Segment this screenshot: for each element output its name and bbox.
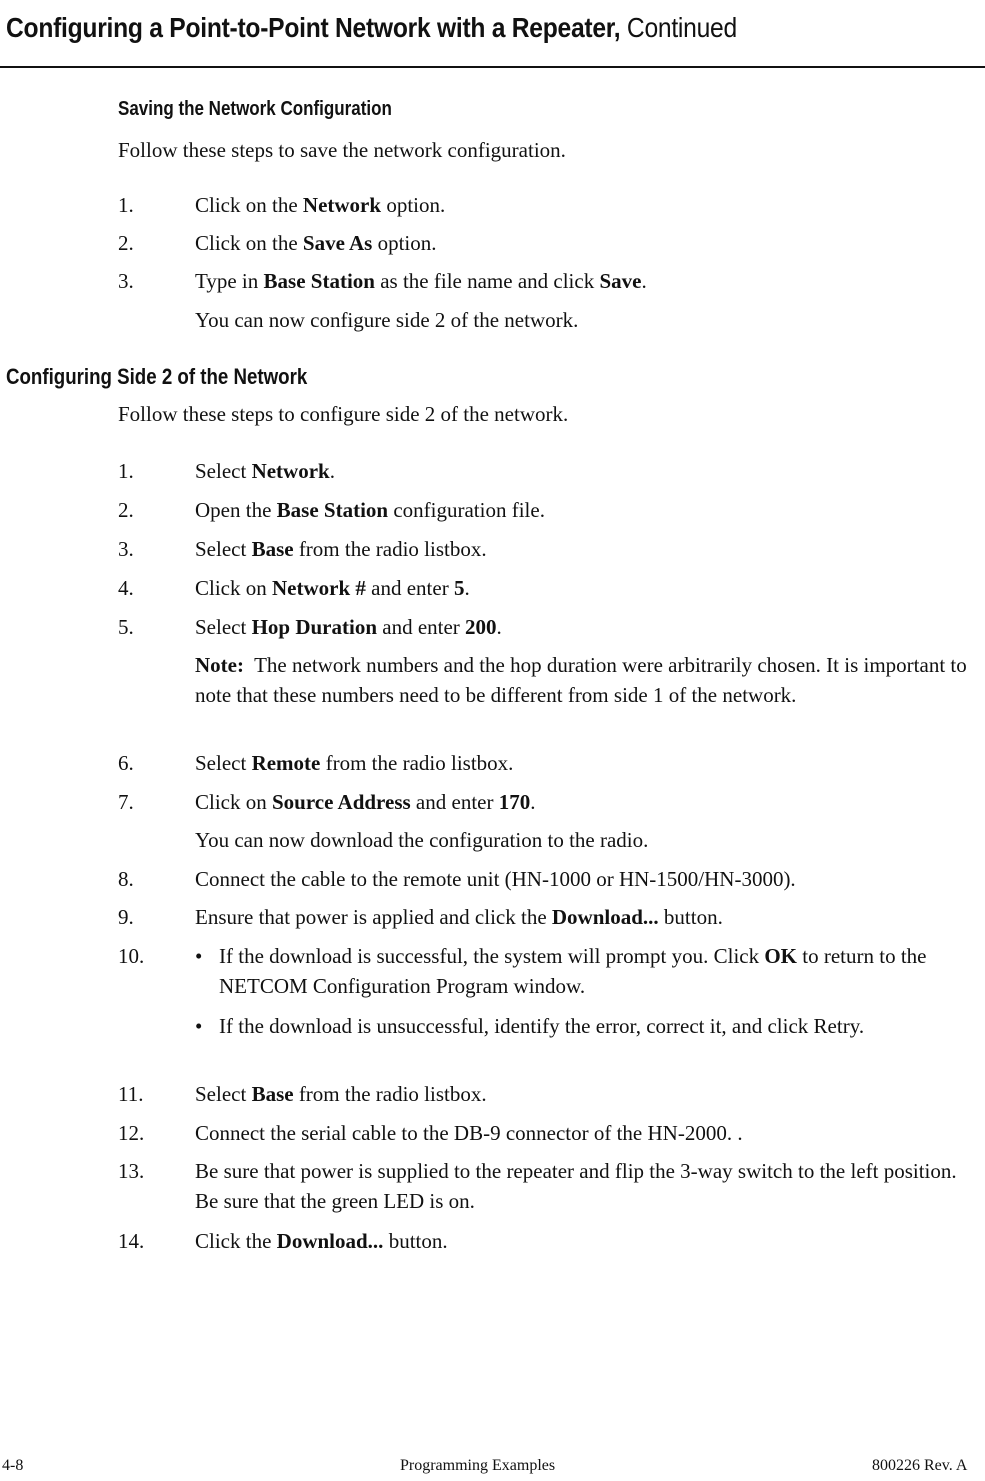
footer-page-number: 4-8 bbox=[2, 1457, 24, 1474]
step-number: 2. bbox=[118, 498, 134, 522]
title-divider bbox=[0, 66, 985, 68]
note-block bbox=[195, 650, 970, 710]
side2-intro: Follow these steps to configure side 2 of the network. bbox=[118, 402, 569, 426]
step-text: Select Base from the radio listbox. bbox=[195, 1082, 487, 1106]
step-number: 11. bbox=[118, 1082, 144, 1106]
footer-doc-rev: 800226 Rev. A bbox=[872, 1457, 968, 1474]
note-label: Note: bbox=[195, 653, 244, 677]
step-text: Select Hop Duration and enter 200. bbox=[195, 615, 502, 639]
step-text: Connect the serial cable to the DB-9 connector of the HN-2000. . bbox=[195, 1121, 743, 1145]
note-text: The network numbers and the hop duration were arbitrarily chosen. It is important to note that these numbers need to be different from side 1 of the network. bbox=[195, 653, 972, 707]
step-text: Select Base from the radio listbox. bbox=[195, 537, 487, 561]
step-number: 6. bbox=[118, 751, 134, 775]
step-text: Click on the Network option. bbox=[195, 193, 446, 217]
step-number: 1. bbox=[118, 193, 134, 217]
side2-heading: Configuring Side 2 of the Network bbox=[6, 364, 308, 389]
footer-section: Programming Examples bbox=[400, 1457, 556, 1474]
saving-heading: Saving the Network Configuration bbox=[118, 98, 392, 120]
page-title-text: Configuring a Point-to-Point Network with a Repeater, bbox=[6, 12, 621, 43]
step-text: Click the Download... button. bbox=[195, 1229, 448, 1253]
continued-label: Continued bbox=[626, 12, 737, 43]
step-number: 10. bbox=[118, 944, 145, 968]
step-number: 4. bbox=[118, 576, 134, 600]
step-number: 3. bbox=[118, 537, 134, 561]
saving-result: You can now configure side 2 of the network. bbox=[195, 308, 579, 332]
bullet-icon: • bbox=[195, 944, 203, 968]
step-text: Type in Base Station as the file name and click Save. bbox=[195, 269, 647, 293]
bullet-text: If the download is unsuccessful, identify the error, correct it, and click Retry. bbox=[219, 1014, 865, 1038]
step-number: 14. bbox=[118, 1229, 145, 1253]
page-title bbox=[6, 12, 737, 44]
step-text: Click on the Save As option. bbox=[195, 231, 437, 255]
bullet-text: If the download is successful, the system will prompt you. Click OK to return to the NETCOM Configuration Program window. bbox=[219, 944, 927, 998]
step-number: 13. bbox=[118, 1159, 145, 1183]
step-number: 12. bbox=[118, 1121, 145, 1145]
step-text: Select Network. bbox=[195, 459, 335, 483]
step-number: 1. bbox=[118, 459, 134, 483]
bullet-icon: • bbox=[195, 1014, 203, 1038]
step-text: Connect the cable to the remote unit (HN-1000 or HN-1500/HN-3000). bbox=[195, 867, 796, 891]
step-number: 5. bbox=[118, 615, 134, 639]
step-text: Click on Source Address and enter 170. bbox=[195, 790, 536, 814]
step-text: Select Remote from the radio listbox. bbox=[195, 751, 514, 775]
step-text: Be sure that power is supplied to the repeater and flip the 3-way switch to the left position. Be sure that the green LED is on. bbox=[195, 1159, 957, 1213]
step-number: 3. bbox=[118, 269, 134, 293]
after-step7: You can now download the configuration to the radio. bbox=[195, 828, 649, 852]
step-number: 8. bbox=[118, 867, 134, 891]
saving-intro: Follow these steps to save the network configuration. bbox=[118, 138, 566, 162]
step-number: 2. bbox=[118, 231, 134, 255]
step-text: Open the Base Station configuration file. bbox=[195, 498, 545, 522]
step-number: 9. bbox=[118, 905, 134, 929]
step-number: 7. bbox=[118, 790, 134, 814]
step-text: Ensure that power is applied and click the Download... button. bbox=[195, 905, 723, 929]
step-text: Click on Network # and enter 5. bbox=[195, 576, 470, 600]
